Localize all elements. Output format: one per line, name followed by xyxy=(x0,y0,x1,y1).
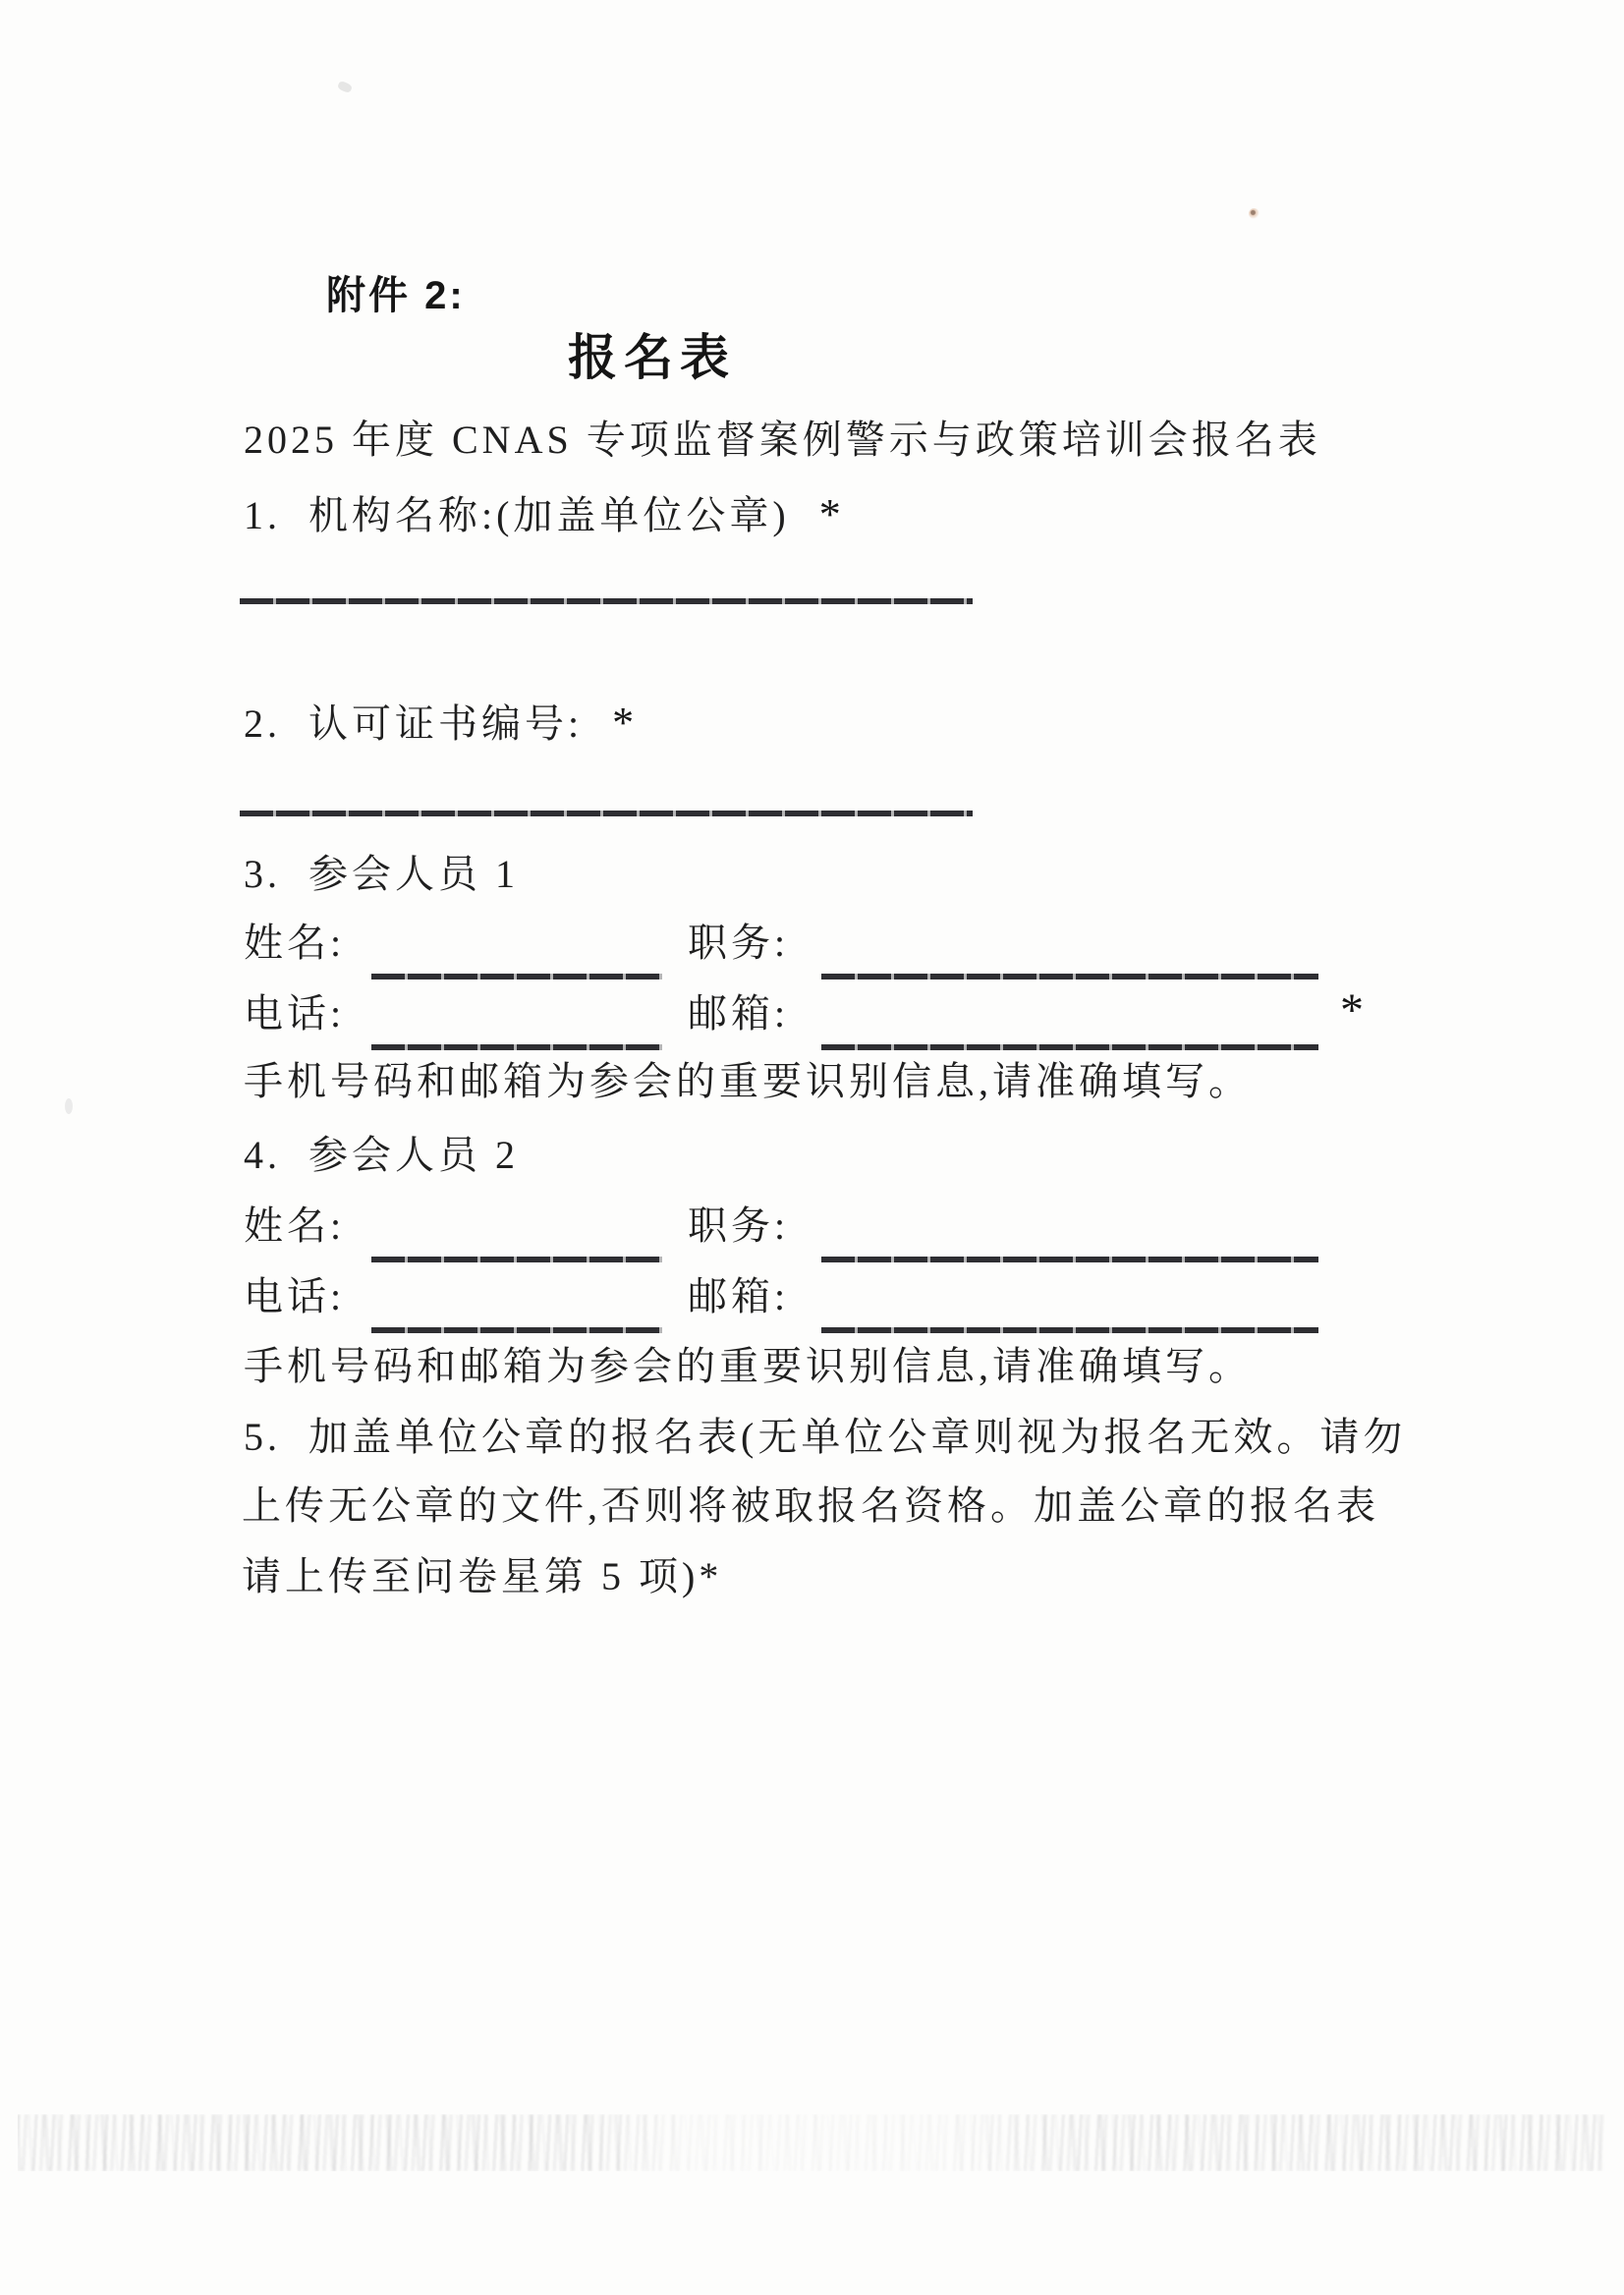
person1-number: 3. xyxy=(244,852,281,896)
item1-line xyxy=(244,492,845,538)
item2-line xyxy=(244,700,638,747)
person2-title-blank-line xyxy=(821,1257,1318,1262)
org-name-blank-line xyxy=(240,598,973,604)
person1-phone-blank-line xyxy=(371,1044,662,1050)
person1-name-label: 姓名: xyxy=(244,921,346,965)
person1-note: 手机号码和邮箱为参会的重要识别信息,请准确填写。 xyxy=(244,1059,1252,1103)
scan-artifact-speck xyxy=(337,81,353,94)
scan-artifact-speck xyxy=(65,1098,73,1114)
person2-note: 手机号码和邮箱为参会的重要识别信息,请准确填写。 xyxy=(244,1344,1252,1388)
item2-number: 2. xyxy=(244,701,281,746)
scan-noise-band xyxy=(18,2114,1607,2171)
person2-name-blank-line xyxy=(371,1257,662,1262)
person2-email-label: 邮箱: xyxy=(688,1274,790,1318)
item5-text-line1: 加盖单位公章的报名表(无单位公章则视为报名无效。请勿 xyxy=(308,1415,1407,1459)
person1-email-label: 邮箱: xyxy=(688,991,790,1036)
scan-artifact-speck xyxy=(1249,208,1260,219)
attachment-label: 附件 2: xyxy=(326,274,466,317)
item5-number: 5. xyxy=(244,1415,281,1459)
person1-email-required-marker: * xyxy=(1340,984,1364,1036)
person2-title-label: 职务: xyxy=(688,1203,790,1248)
person2-email-blank-line xyxy=(821,1327,1318,1333)
person2-number: 4. xyxy=(244,1133,281,1177)
person1-name-blank-line xyxy=(371,974,662,980)
person1-title-blank-line xyxy=(821,974,1318,980)
person1-phone-label: 电话: xyxy=(244,991,346,1036)
person1-heading-line xyxy=(244,852,519,897)
person2-heading: 参会人员 2 xyxy=(308,1133,519,1177)
item5-text-line3: 请上传至问卷星第 5 项)* xyxy=(242,1554,723,1598)
person1-title-label: 职务: xyxy=(688,921,790,965)
certificate-number-blank-line xyxy=(240,811,973,816)
page-title: 报名表 xyxy=(568,330,736,385)
person2-heading-line xyxy=(244,1133,519,1178)
item2-required-marker: * xyxy=(612,699,639,747)
item5-line1 xyxy=(244,1415,1406,1460)
item5-text-line2: 上传无公章的文件,否则将被取报名资格。加盖公章的报名表 xyxy=(242,1483,1379,1528)
person2-phone-label: 电话: xyxy=(244,1274,346,1318)
item1-number: 1. xyxy=(244,493,281,537)
person1-heading: 参会人员 1 xyxy=(308,852,519,896)
person1-email-blank-line xyxy=(821,1044,1318,1050)
item1-label: 机构名称:(加盖单位公章) xyxy=(308,493,790,537)
person2-phone-blank-line xyxy=(371,1327,662,1333)
person2-name-label: 姓名: xyxy=(244,1203,346,1248)
form-subtitle: 2025 年度 CNAS 专项监督案例警示与政策培训会报名表 xyxy=(244,418,1321,462)
item1-required-marker: * xyxy=(818,490,845,538)
item2-label: 认可证书编号: xyxy=(308,701,584,746)
